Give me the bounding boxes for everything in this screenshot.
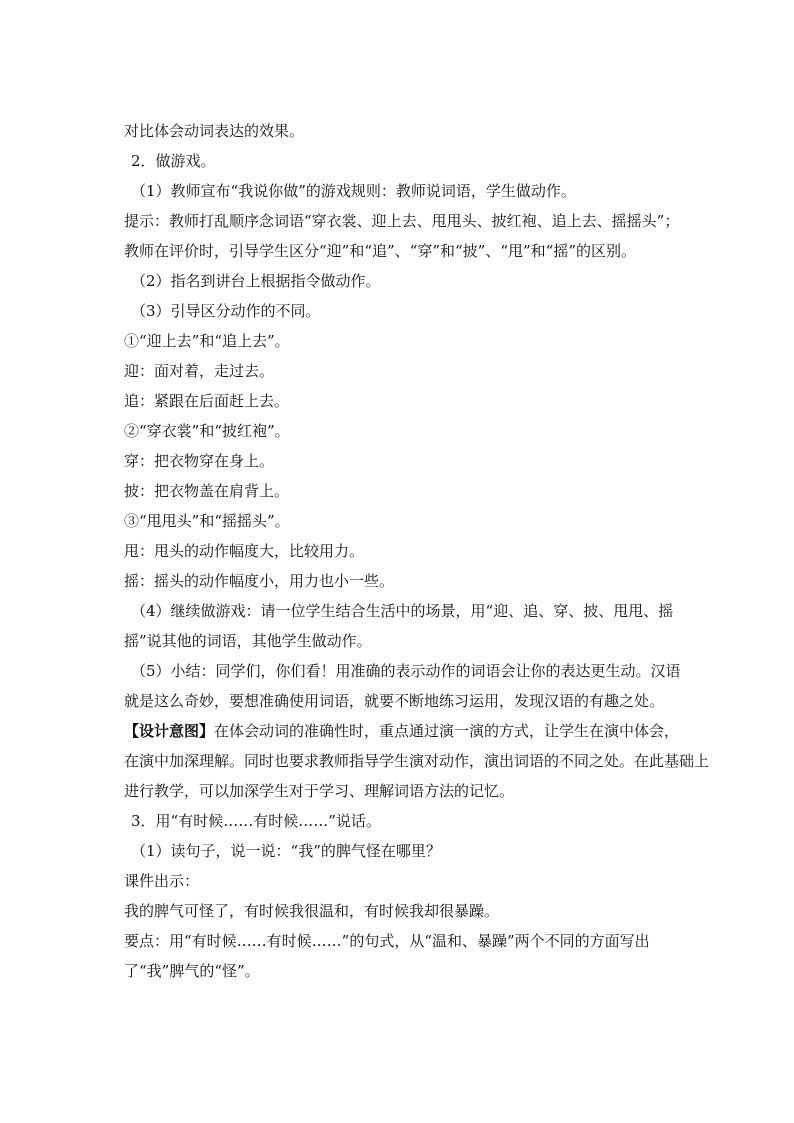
text-line: 对比体会动词表达的效果。 bbox=[124, 122, 305, 140]
section-heading-game: 2．做游戏。 bbox=[131, 152, 216, 170]
text-line: （2）指名到讲台上根据指令做动作。 bbox=[131, 272, 381, 290]
text-line: （4）继续做游戏：请一位学生结合生活中的场景，用“迎、追、穿、披、甩甩、摇 bbox=[131, 602, 674, 620]
design-intent-label: 【设计意图】 bbox=[124, 722, 215, 740]
text-line: 甩：甩头的动作幅度大，比较用力。 bbox=[124, 542, 365, 560]
text-line: ①“迎上去”和“追上去”。 bbox=[124, 332, 290, 350]
text-line: 摇”说其他的词语，其他学生做动作。 bbox=[124, 632, 372, 650]
text-line: 就是这么奇妙，要想准确使用词语，就要不断地练习运用，发现汉语的有趣之处。 bbox=[124, 692, 665, 710]
text-line: （1）读句子，说一说：“我”的脾气怪在哪里？ bbox=[131, 842, 441, 860]
text-line: 进行教学，可以加深学生对于学习、理解词语方法的记忆。 bbox=[124, 782, 515, 800]
text-line: 教师在评价时，引导学生区分“迎”和“追”、“穿”和“披”、“甩”和“摇”的区别。 bbox=[124, 242, 637, 260]
text-line: （3）引导区分动作的不同。 bbox=[131, 302, 321, 320]
text-line: 课件出示： bbox=[124, 872, 200, 890]
text-line: 披：把衣物盖在肩背上。 bbox=[124, 482, 290, 500]
text-line: （1）教师宣布“我说你做”的游戏规则：教师说词语，学生做动作。 bbox=[131, 182, 576, 200]
section-heading-sentence: 3．用“有时候……有时候……”说话。 bbox=[131, 812, 381, 830]
text-line: 在演中加深理解。同时也要求教师指导学生演对动作，演出词语的不同之处。在此基础上 bbox=[124, 752, 710, 770]
design-intent-line bbox=[124, 716, 716, 746]
text-span: 在体会动词的准确性时，重点通过演一演的方式，让学生在演中体会， bbox=[214, 722, 680, 740]
text-line: 摇：摇头的动作幅度小，用力也小一些。 bbox=[124, 572, 395, 590]
text-line: 追：紧跟在后面赶上去。 bbox=[124, 392, 290, 410]
text-line: 要点：用“有时候……有时候……”的句式，从“温和、暴躁”两个不同的方面写出 bbox=[124, 932, 650, 950]
text-line: 提示：教师打乱顺序念词语“穿衣裳、迎上去、甩甩头、披红袍、追上去、摇摇头”； bbox=[124, 212, 680, 230]
text-line: ②“穿衣裳”和“披红袍”。 bbox=[124, 422, 290, 440]
text-line: 我的脾气可怪了，有时候我很温和，有时候我却很暴躁。 bbox=[124, 902, 500, 920]
text-line: 了“我”脾气的“怪”。 bbox=[124, 962, 260, 980]
text-line: 穿：把衣物穿在身上。 bbox=[124, 452, 275, 470]
document-body bbox=[124, 116, 716, 986]
text-line: （5）小结：同学们，你们看！用准确的表示动作的词语会让你的表达更生动。汉语 bbox=[131, 662, 681, 680]
text-line: ③“甩甩头”和“摇摇头”。 bbox=[124, 512, 290, 530]
text-line: 迎：面对着，走过去。 bbox=[124, 362, 275, 380]
